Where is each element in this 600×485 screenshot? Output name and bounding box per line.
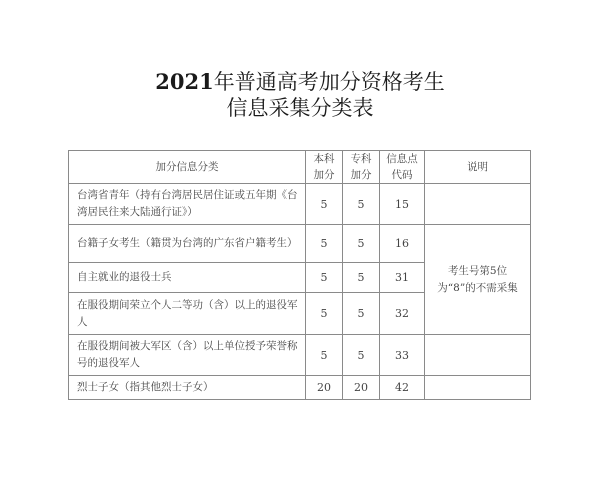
row-vocational: 5: [343, 184, 380, 225]
row-note-empty: [425, 335, 531, 376]
header-vocational: 专科 加分: [343, 151, 380, 184]
row-category: 台湾省青年（持有台湾居民居住证或五年期《台湾居民往来大陆通行证》）: [69, 184, 306, 225]
row-undergrad: 5: [306, 335, 343, 376]
row-vocational: 5: [343, 293, 380, 335]
row-undergrad: 20: [306, 376, 343, 400]
row-vocational: 20: [343, 376, 380, 400]
row-note-empty: [425, 184, 531, 225]
header-code: 信息点 代码: [380, 151, 425, 184]
row-vocational: 5: [343, 263, 380, 293]
row-code: 15: [380, 184, 425, 225]
table-row: [69, 184, 531, 225]
page-title-line2: 信息采集分类表: [226, 96, 374, 120]
header-category: 加分信息分类: [69, 151, 306, 184]
row-undergrad: 5: [306, 263, 343, 293]
row-code: 33: [380, 335, 425, 376]
row-category: 在服役期间荣立个人二等功（含）以上的退役军人: [69, 293, 306, 335]
row-code: 31: [380, 263, 425, 293]
title-text: 年普通高考加分资格考生: [213, 70, 445, 94]
header-note: 说明: [425, 151, 531, 184]
row-note: 考生号第5位为“8”的不需采集: [425, 225, 531, 335]
row-vocational: 5: [343, 225, 380, 263]
table-row: [69, 335, 531, 376]
row-code: 42: [380, 376, 425, 400]
classification-table: [68, 150, 531, 400]
header-undergrad: 本科 加分: [306, 151, 343, 184]
row-category: 自主就业的退役士兵: [69, 263, 306, 293]
row-category: 烈士子女（指其他烈士子女）: [69, 376, 306, 400]
table-row: [69, 376, 531, 400]
table-row: [69, 225, 531, 263]
row-undergrad: 5: [306, 184, 343, 225]
row-note-empty: [425, 376, 531, 400]
row-code: 32: [380, 293, 425, 335]
row-vocational: 5: [343, 335, 380, 376]
row-code: 16: [380, 225, 425, 263]
row-undergrad: 5: [306, 293, 343, 335]
row-undergrad: 5: [306, 225, 343, 263]
table-header-row: [69, 151, 531, 184]
title-year: 2021: [155, 69, 214, 94]
row-category: 台籍子女考生（籍贯为台湾的广东省户籍考生）: [69, 225, 306, 263]
row-category: 在服役期间被大军区（含）以上单位授予荣誉称号的退役军人: [69, 335, 306, 376]
